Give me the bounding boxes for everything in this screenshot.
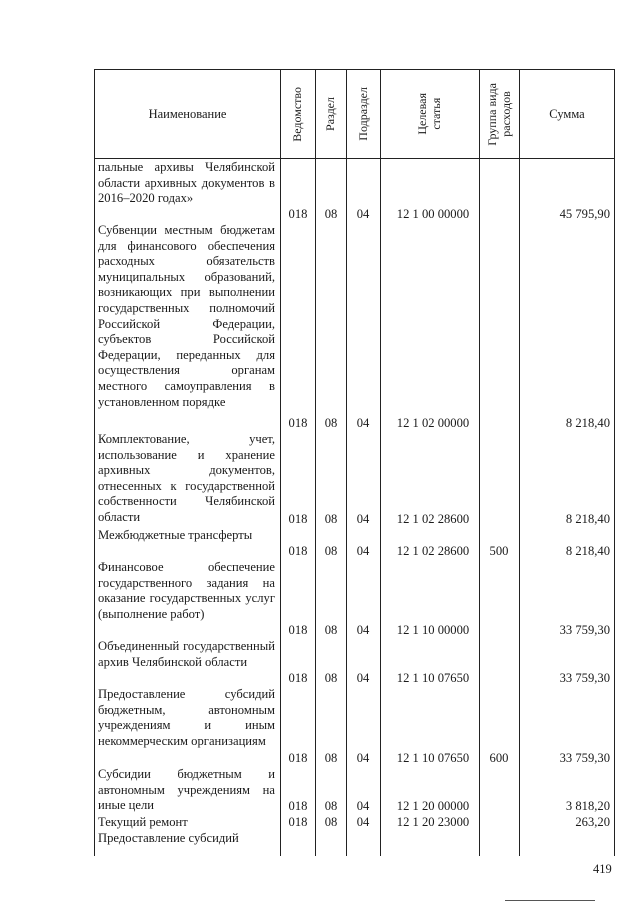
row-razdel: 08 [324, 544, 338, 558]
row-razdel: 08 [324, 512, 338, 526]
row-razdel: 08 [324, 671, 338, 685]
row-razdel: 08 [324, 416, 338, 430]
row-podrazdel: 04 [356, 623, 370, 637]
header-vedomstvo: Ведомство [290, 86, 305, 142]
row-summa: 33 759,30 [559, 623, 610, 637]
row-vedomstvo: 018 [288, 815, 308, 829]
row-name: Объединенный государственный архив Челябинской области [98, 639, 275, 669]
row-podrazdel: 04 [356, 544, 370, 558]
row-vedomstvo: 018 [288, 751, 308, 765]
header-gruppa: Группа вида расходов [484, 82, 513, 146]
row-name: Межбюджетные трансферты [98, 528, 253, 542]
row-celevaya: 12 1 20 23000 [396, 815, 470, 829]
row-razdel: 08 [324, 751, 338, 765]
column-divider [315, 70, 316, 856]
header-name-cell [95, 70, 280, 158]
header-podrazdel: Подраздел [355, 87, 370, 141]
row-razdel: 08 [324, 799, 338, 813]
header-summa: Сумма [549, 106, 585, 121]
row-name: Предоставление субсидий [98, 831, 239, 845]
row-vedomstvo: 018 [288, 416, 308, 430]
header-celevaya: Целевая статья [415, 93, 443, 135]
header-gruppa-cell [480, 70, 519, 158]
row-podrazdel: 04 [356, 416, 370, 430]
row-podrazdel: 04 [356, 751, 370, 765]
row-celevaya: 12 1 10 07650 [396, 671, 470, 685]
row-vedomstvo: 018 [288, 512, 308, 526]
row-vedomstvo: 018 [288, 799, 308, 813]
row-podrazdel: 04 [356, 512, 370, 526]
column-divider [614, 70, 615, 856]
row-celevaya: 12 1 02 28600 [396, 512, 470, 526]
row-podrazdel: 04 [356, 207, 370, 221]
header-razdel-cell [316, 70, 346, 158]
row-celevaya: 12 1 02 28600 [396, 544, 470, 558]
row-name: пальные архивы Челябинской области архивных документов в 2016–2020 годах» [98, 160, 275, 206]
row-celevaya: 12 1 20 00000 [396, 799, 470, 813]
row-vedomstvo: 018 [288, 544, 308, 558]
row-summa: 8 218,40 [565, 512, 610, 526]
header-name: Наименование [148, 106, 227, 121]
row-summa: 8 218,40 [565, 544, 610, 558]
row-celevaya: 12 1 02 00000 [396, 416, 470, 430]
header-razdel: Раздел [323, 97, 338, 131]
header-podrazdel-cell [347, 70, 380, 158]
header-summa-cell [520, 70, 614, 158]
column-divider [479, 70, 480, 856]
header-celevaya-cell [381, 70, 479, 158]
column-divider [380, 70, 381, 856]
row-name: Субсидии бюджетным и автономным учреждениям на иные цели [98, 767, 275, 813]
page-number: 419 [593, 862, 612, 876]
row-razdel: 08 [324, 815, 338, 829]
row-summa: 8 218,40 [565, 416, 610, 430]
row-summa: 33 759,30 [559, 671, 610, 685]
column-divider [346, 70, 347, 856]
row-celevaya: 12 1 10 07650 [396, 751, 470, 765]
footer-rule [505, 900, 595, 901]
row-summa: 263,20 [575, 815, 610, 829]
header-vedomstvo-cell [281, 70, 315, 158]
row-podrazdel: 04 [356, 671, 370, 685]
row-name: Субвенции местным бюджетам для финансового обеспечения расходных обязательств муниципальных образований, возникающих при выполнении государственных полномочий Российской Федерации, субъектов Российской Федерации, переданных для осуществления органам местного самоуправления в установленном порядке [98, 223, 275, 409]
row-celevaya: 12 1 10 00000 [396, 623, 470, 637]
row-razdel: 08 [324, 623, 338, 637]
column-divider [519, 70, 520, 856]
row-name: Комплектование, учет, использование и хранение архивных документов, отнесенных к государственной собственности Челябинской области [98, 432, 275, 524]
row-vedomstvo: 018 [288, 207, 308, 221]
row-podrazdel: 04 [356, 799, 370, 813]
row-name: Предоставление субсидий бюджетным, автономным учреждениям и иным некоммерческим организациям [98, 687, 275, 748]
row-celevaya: 12 1 00 00000 [396, 207, 470, 221]
row-razdel: 08 [324, 207, 338, 221]
row-vedomstvo: 018 [288, 623, 308, 637]
row-name: Финансовое обеспечение государственного задания на оказание государственных услуг (выполнение работ) [98, 560, 275, 621]
row-gruppa: 600 [489, 751, 509, 765]
header-divider [95, 158, 615, 159]
row-gruppa: 500 [489, 544, 509, 558]
row-vedomstvo: 018 [288, 671, 308, 685]
column-divider [280, 70, 281, 856]
row-summa: 33 759,30 [559, 751, 610, 765]
row-summa: 3 818,20 [565, 799, 610, 813]
row-podrazdel: 04 [356, 815, 370, 829]
row-name: Текущий ремонт [98, 815, 188, 829]
budget-table [94, 69, 615, 856]
row-summa: 45 795,90 [559, 207, 610, 221]
